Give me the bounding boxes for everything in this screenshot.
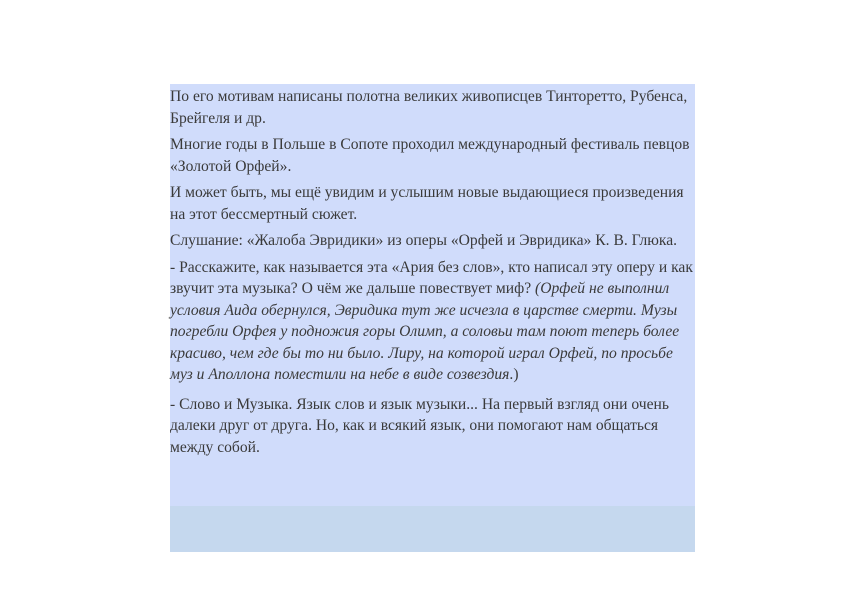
question-text: - Расскажите, как называется эта «Ария без слов», кто написал эту оперу и как звучит эта музыка? О чём же дальше повествует миф? bbox=[170, 258, 693, 297]
myth-closing: .) bbox=[509, 366, 519, 383]
paragraph-festival: Многие годы в Польше в Сопоте проходил международный фестиваль певцов «Золотой Орфей». bbox=[170, 136, 690, 175]
paragraph-question bbox=[170, 257, 693, 386]
paragraph-word-and-music: - Слово и Музыка. Язык слов и язык музыки... На первый взгляд они очень далеки друг от друга. Но, как и всякий язык, они помогают нам общаться между собой. bbox=[170, 395, 669, 456]
paragraph-painters: По его мотивам написаны полотна великих живописцев Тинторетто, Рубенса, Брейгеля и др. bbox=[170, 88, 688, 127]
text-content bbox=[170, 86, 693, 463]
paragraph-future-works: И может быть, мы ещё увидим и услышим новые выдающиеся произведения на этот бессмертный сюжет. bbox=[170, 184, 684, 223]
paragraph-listening: Слушание: «Жалоба Эвридики» из оперы «Орфей и Эвридика» К. В. Глюка. bbox=[170, 232, 678, 249]
myth-italic-text: (Орфей не выполнил условия Аида обернулся, Эвридика тут же исчезла в царстве смерти. Музы погребли Орфея у подножия горы Олимп, а соловьи там поют теперь более красиво, чем где бы то ни было. Лиру, на которой играл Орфей, по просьбе муз и Аполлона поместили на небе в виде созвездия bbox=[170, 280, 680, 383]
text-box bbox=[170, 84, 695, 552]
